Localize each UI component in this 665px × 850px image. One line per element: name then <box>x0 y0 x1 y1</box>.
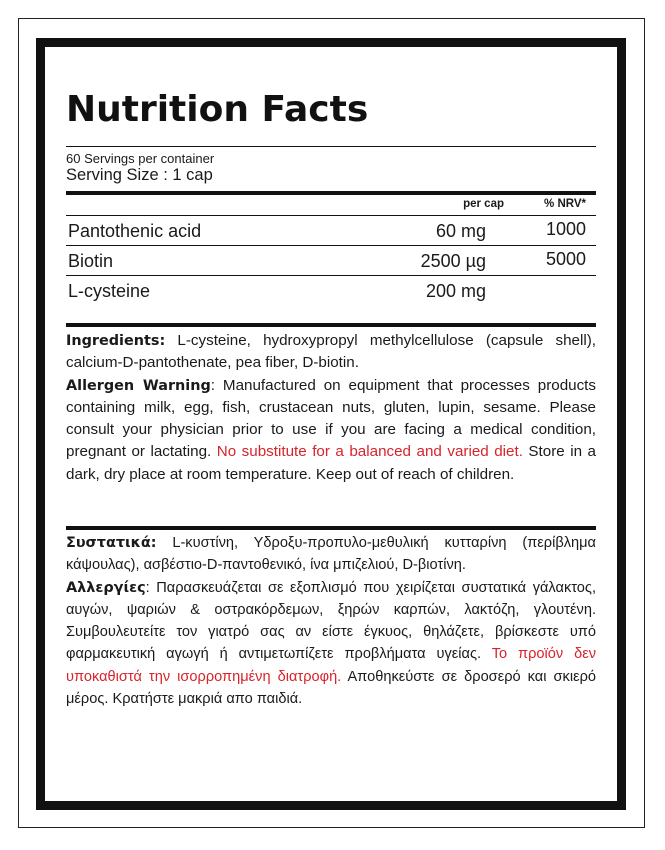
nutrient-amount: 60 mg <box>435 221 486 241</box>
english-text-block <box>66 323 596 486</box>
ingredients-text-greek: L-κυστίνη, Υδροξυ-προπυλο-μεθυλική κυτταρίνη (περίβλημα κάψουλας), ασβέστιο-D-παντοθενικό, ίνα μπιζελιού, D-βιοτίνη. <box>66 535 596 574</box>
servings-block <box>66 146 596 185</box>
storage-text-greek: Αποθηκεύστε σε δροσερό και σκιερό μέρος. Κρατήστε μακριά απο παιδιά. <box>66 668 596 708</box>
allergen-paragraph <box>66 375 596 486</box>
nutrition-label <box>36 38 626 810</box>
table-row <box>66 216 596 246</box>
nutrient-nrv: 5000 <box>545 249 586 269</box>
col-per-cap: per cap <box>463 198 504 210</box>
nutrient-nrv: 1000 <box>545 219 586 239</box>
table-row <box>66 246 596 276</box>
ingredients-label-greek: Συστατικά: <box>66 535 157 551</box>
ingredients-label: Ingredients: <box>66 333 166 349</box>
ingredients-paragraph-greek <box>66 532 596 577</box>
table-row <box>66 276 596 305</box>
table-header <box>66 195 596 216</box>
allergen-text: : Manufactured on equipment that processes products containing milk, egg, fish, crustacean nuts, gluten, lupin, sesame. Please consult your physician prior to use if you are facing a medical condition, pregnant or lactating. <box>66 376 596 461</box>
nutrient-name: Pantothenic acid <box>68 221 202 241</box>
servings-per-container: 60 Servings per container <box>66 151 215 166</box>
nutrient-table <box>66 191 596 305</box>
allergen-label-greek: Αλλεργίες <box>66 579 146 596</box>
diet-warning-greek: Το προϊόν δεν υποκαθιστά την ισορροπημένη διατροφή. <box>66 646 596 685</box>
nutrient-amount: 200 mg <box>425 281 486 301</box>
allergen-label: Allergen Warning <box>66 377 211 394</box>
col-nrv: % NRV* <box>544 198 586 210</box>
nutrient-name: L-cysteine <box>68 281 151 301</box>
ingredients-text: L-cysteine, hydroxypropyl methylcellulose (capsule shell), calcium-D-pantothenate, pea fiber, D-biotin. <box>66 332 596 372</box>
diet-warning: No substitute for a balanced and varied diet. <box>216 443 523 461</box>
allergen-text-greek: : Παρασκευάζεται σε εξοπλισμό που χειρίζεται συστατικά γάλακτος, αυγών, ψαριών & οστρακόρδεμων, ξηρών καρπών, λακτόζη, γλουτένη. Συμβουλευτείτε τον γιατρό σας αν είστε έγκυος, θηλάζετε, βρίσκεστε υπό φαρμακευτική αγωγή ή αντιμετωπίζετε προβλήματα υγείας. <box>66 579 596 663</box>
greek-text-block <box>66 526 596 710</box>
storage-text: Store in a dark, dry place at room temperature. Keep out of reach of children. <box>66 443 596 483</box>
label-title: Nutrition Facts <box>66 89 369 130</box>
ingredients-paragraph <box>66 330 596 375</box>
allergen-paragraph-greek <box>66 577 596 711</box>
nutrient-amount: 2500 µg <box>420 251 486 271</box>
nutrient-name: Biotin <box>68 251 114 271</box>
serving-size: Serving Size : 1 cap <box>66 166 213 184</box>
